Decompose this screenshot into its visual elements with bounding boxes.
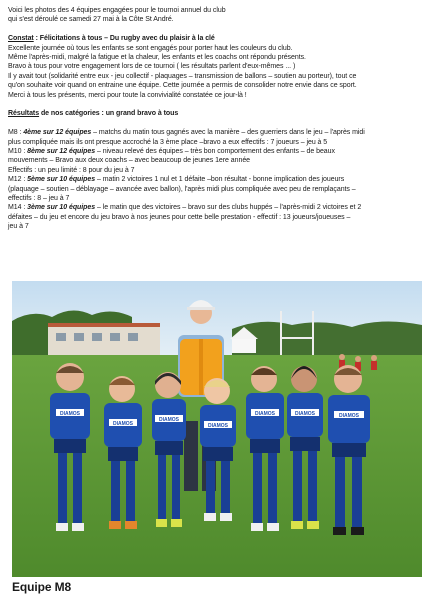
photo-caption: Equipe M8 bbox=[12, 580, 72, 594]
m10-text: – niveau relevé des équipes – très bon comportement des enfants – de beaux bbox=[95, 148, 335, 156]
jersey-sponsor: DIAMOS bbox=[339, 413, 359, 419]
article-text bbox=[8, 6, 426, 232]
constat-line: Il y avait tout (solidarité entre eux - jeu collectif - plaquages – transmission de ballons – soutien au porteur), tout ce bbox=[8, 72, 357, 80]
m12-text: – matin 2 victoires 1 nul et 1 défaite –bon résultat - bonne implication des joueurs bbox=[95, 176, 345, 184]
constat-line: Merci à tous les présents, merci pour toute la convivialité constatée ce jour-là ! bbox=[8, 91, 247, 99]
constat-heading bbox=[8, 34, 426, 43]
constat-line: qu'on souhaite voir quand on entraine une équipe. Cette journée a permis de consolider notre envie dans ce sport. bbox=[8, 82, 357, 90]
jersey-sponsor: DIAMOS bbox=[255, 411, 275, 417]
results-heading bbox=[8, 109, 426, 118]
m10-rank: 8ème sur 12 équipes bbox=[27, 148, 96, 156]
results-label: Résultats bbox=[8, 110, 40, 118]
constat-label: Constat bbox=[8, 35, 34, 43]
result-m12-line-2: (plaquage – soutien – déblayage – avancée avec ballon), l'après midi plus compliquée avec peu de remplaçants – bbox=[8, 185, 356, 193]
jersey-sponsor: DIAMOS bbox=[208, 423, 228, 429]
m10-category: M10 : bbox=[8, 148, 28, 156]
jersey-sponsor: DIAMOS bbox=[295, 411, 315, 417]
m12-category: M12 : bbox=[8, 176, 28, 184]
result-m8-line-1 bbox=[8, 128, 426, 137]
intro-line-1: Voici les photos des 4 équipes engagées pour le tournoi annuel du club bbox=[8, 7, 226, 14]
m8-text: – matchs du matin tous gagnés avec la manière – des guerriers dans le jeu – l'après midi bbox=[91, 129, 365, 137]
m8-rank: 4ème sur 12 équipes bbox=[23, 129, 92, 137]
jersey-sponsor: DIAMOS bbox=[159, 417, 179, 423]
constat-title: : Félicitations à tous – Du rugby avec du plaisir à la clé bbox=[33, 35, 215, 43]
m8-category: M8 : bbox=[8, 129, 24, 137]
team-photo bbox=[12, 281, 422, 577]
constat-line: Même l'après-midi, malgré la fatigue et la chaleur, les enfants et les coachs ont répondu présents. bbox=[8, 54, 306, 62]
results-title: de nos catégories : un grand bravo à tous bbox=[39, 110, 179, 118]
m12-rank: 5ème sur 10 équipes bbox=[27, 176, 96, 184]
result-m8-line-2: plus compliquée mais ils ont presque accroché la 3 ème place –bravo a eux effectifs : 7 joueurs – jeu à 5 bbox=[8, 138, 328, 146]
m14-text: – le matin que des victoires – bravo sur des clubs huppés – l'après-midi 2 victoires et 2 bbox=[95, 204, 362, 212]
intro-line-2: qui s'est déroulé ce samedi 27 mai à la Côte St André. bbox=[8, 16, 174, 24]
result-m12-line-1 bbox=[8, 175, 426, 184]
result-m14-line-1 bbox=[8, 203, 426, 212]
result-m10-line-1 bbox=[8, 147, 426, 156]
result-m10-line-3: Effectifs : un peu limité : 8 pour du jeu à 7 bbox=[8, 166, 135, 174]
m14-category: M14 : bbox=[8, 204, 28, 212]
result-m14-line-2: défaites – du jeu et encore du jeu bravo à nos jeunes pour cette belle prestation - effectif : 13 joueurs/joueuses – bbox=[8, 213, 351, 221]
jersey-sponsor: DIAMOS bbox=[60, 411, 80, 417]
m14-rank: 3ème sur 10 équipes bbox=[27, 204, 96, 212]
jersey-sponsor: DIAMOS bbox=[113, 421, 133, 427]
result-m12-line-3: effectifs : 8 – jeu à 7 bbox=[8, 195, 70, 203]
result-m10-line-2: mouvements – Bravo aux deux coachs – avec beaucoup de jeunes 1ere année bbox=[8, 157, 251, 165]
constat-line: Bravo à tous pour votre engagement lors de ce tournoi ( les résultats parlent d'eux-mêmes ... ) bbox=[8, 63, 296, 71]
constat-line: Excellente journée où tous les enfants se sont engagés pour porter haut les couleurs du club. bbox=[8, 44, 293, 52]
result-m14-line-3: jeu à 7 bbox=[8, 223, 29, 231]
